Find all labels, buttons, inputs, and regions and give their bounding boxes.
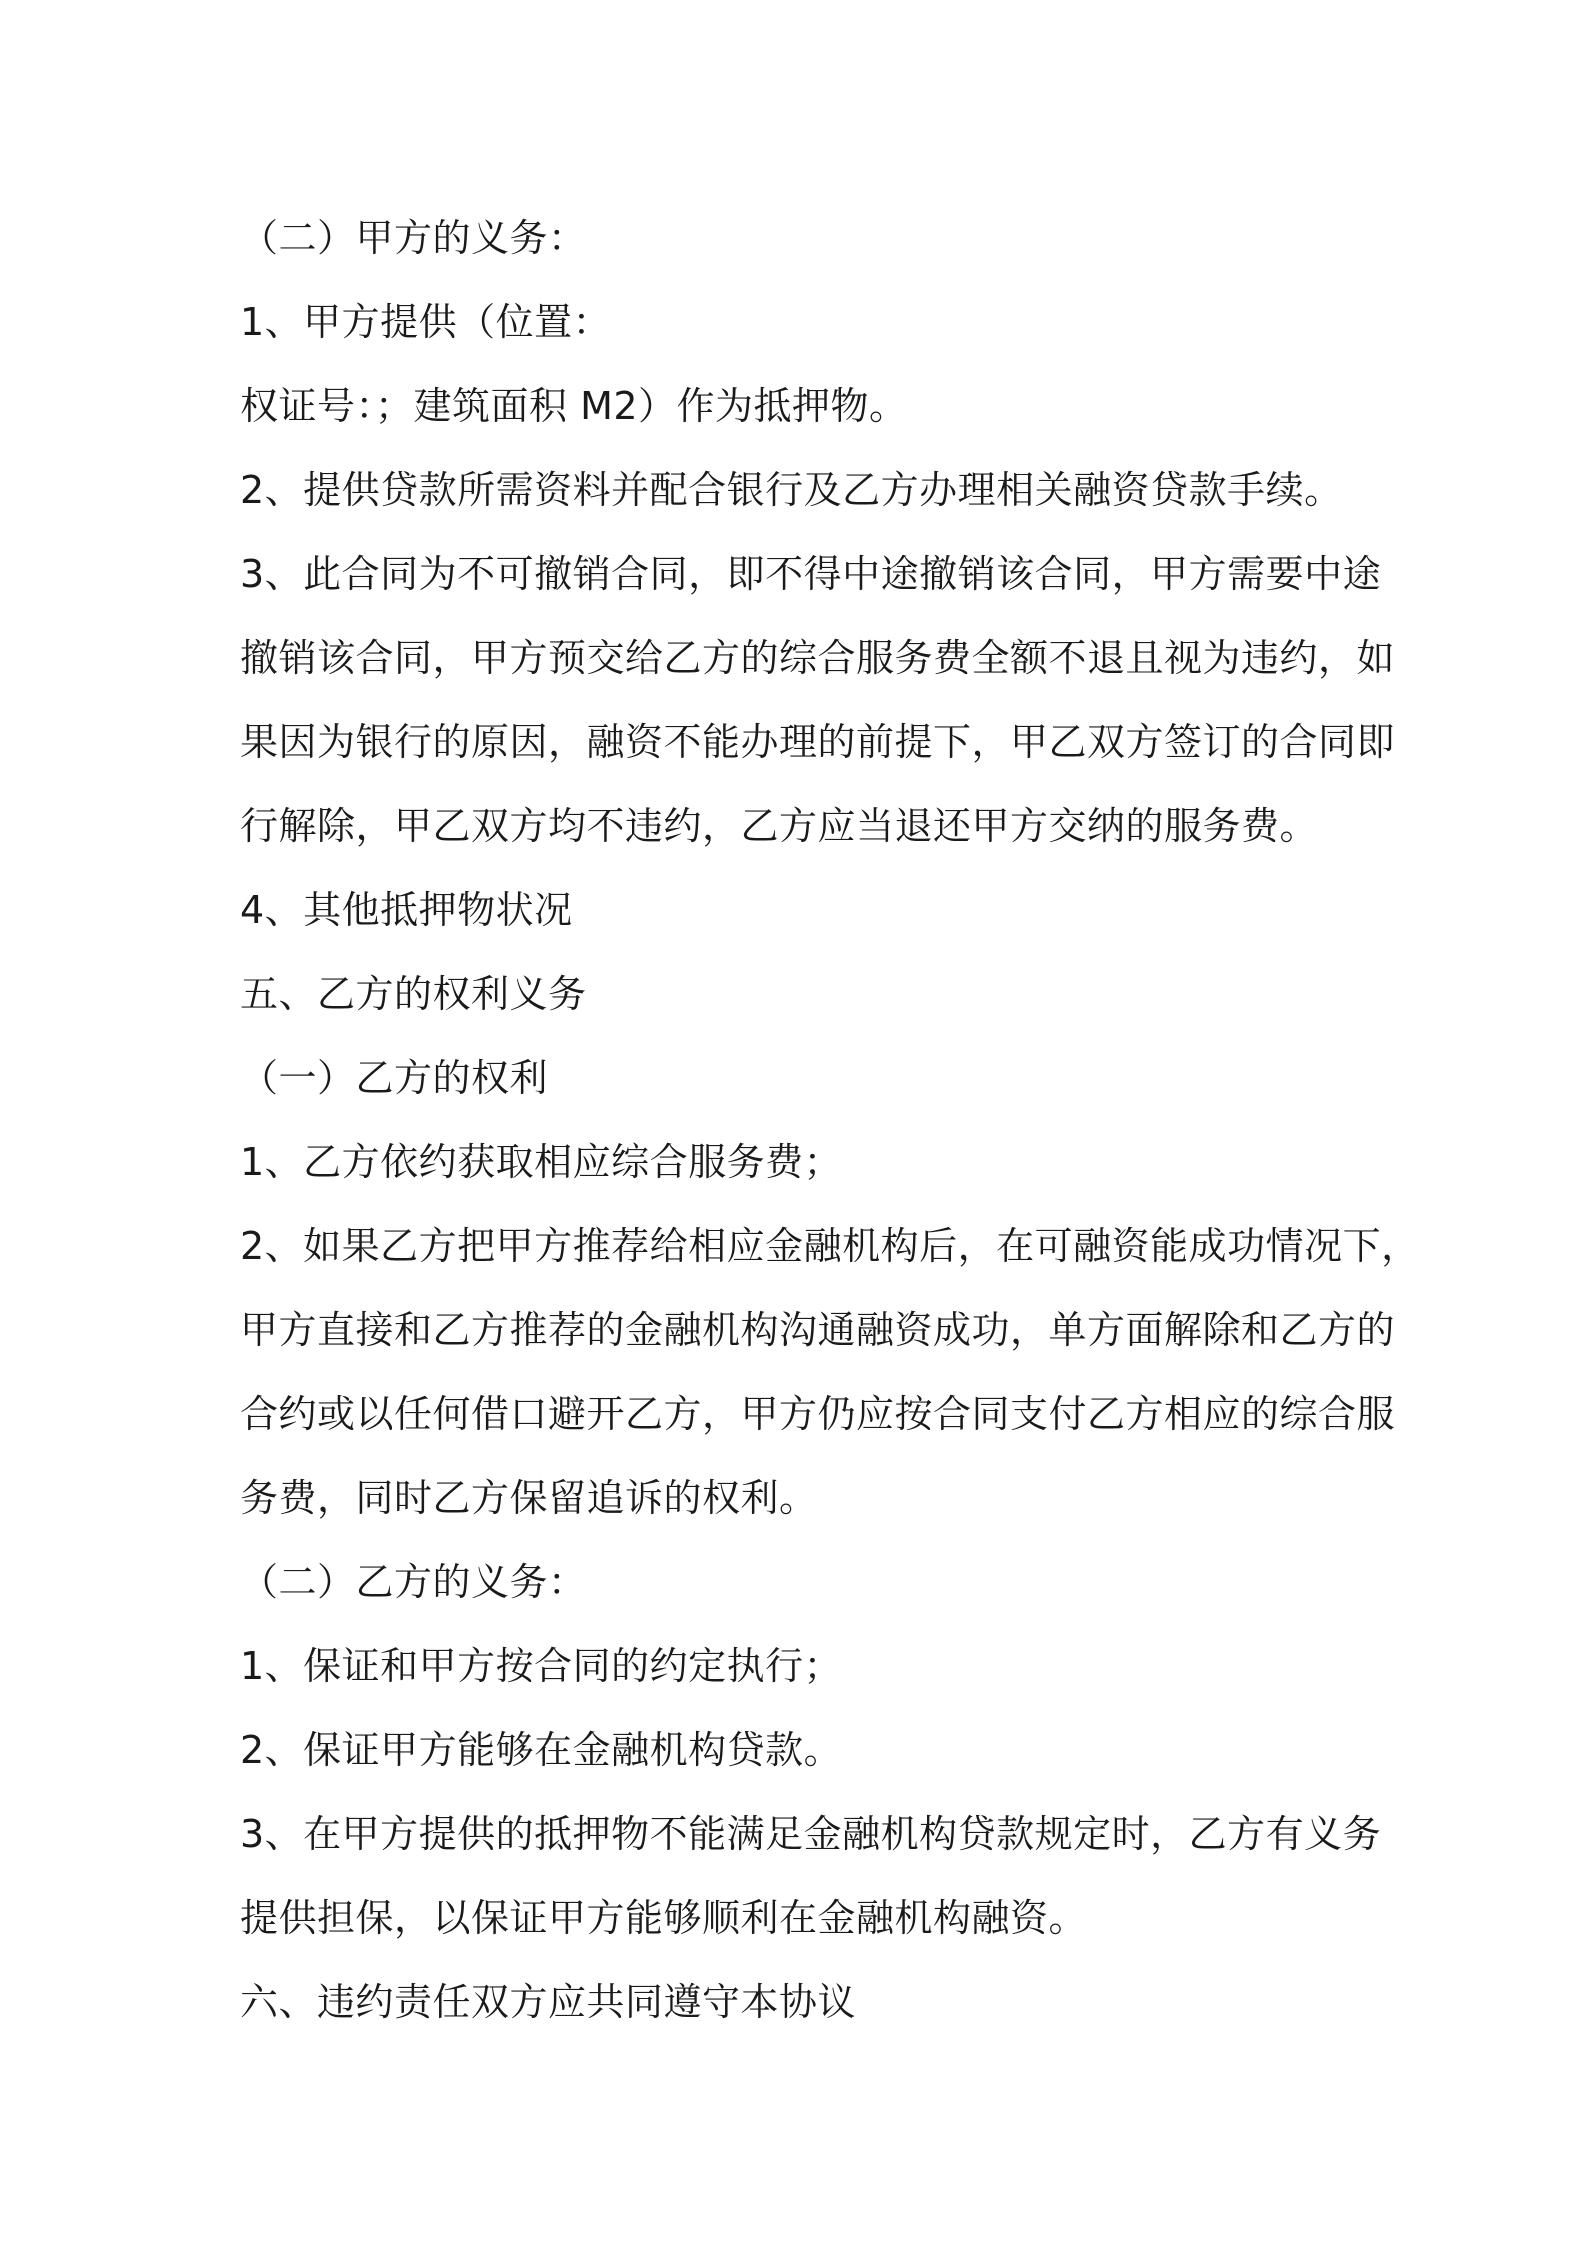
section-heading-party-a-obligations: （二）甲方的义务： — [240, 216, 587, 260]
section-heading-five: 五、乙方的权利义务 — [240, 972, 587, 1016]
clause-a-1-line-2: 权证号：；建筑面积 M2）作为抵押物。 — [240, 384, 908, 428]
clause-b-rights-2-line-1: 2、如果乙方把甲方推荐给相应金融机构后，在可融资能成功情况下， — [240, 1224, 1420, 1268]
clause-a-4: 4、其他抵押物状况 — [240, 888, 573, 932]
section-heading-party-b-rights: （一）乙方的权利 — [240, 1056, 549, 1100]
clause-b-obligations-1: 1、保证和甲方按合同的约定执行； — [240, 1644, 843, 1688]
document-body — [240, 196, 1420, 2044]
clause-b-rights-2-line-3: 合约或以任何借口避开乙方，甲方仍应按合同支付乙方相应的综合服 — [240, 1392, 1396, 1436]
clause-b-obligations-3-line-2: 提供担保，以保证甲方能够顺利在金融机构融资。 — [240, 1896, 1088, 1940]
clause-b-rights-2-line-4: 务费，同时乙方保留追诉的权利。 — [240, 1476, 818, 1520]
clause-a-1-line-1: 1、甲方提供（位置： — [240, 300, 612, 344]
clause-a-3-line-1: 3、此合同为不可撤销合同，即不得中途撤销该合同，甲方需要中途 — [240, 552, 1382, 596]
clause-b-obligations-3-line-1: 3、在甲方提供的抵押物不能满足金融机构贷款规定时，乙方有义务 — [240, 1812, 1382, 1856]
clause-a-3-line-2: 撤销该合同，甲方预交给乙方的综合服务费全额不退且视为违约，如 — [240, 636, 1396, 680]
clause-a-2: 2、提供贷款所需资料并配合银行及乙方办理相关融资贷款手续。 — [240, 468, 1343, 512]
section-heading-six: 六、违约责任双方应共同遵守本协议 — [240, 1980, 857, 2024]
clause-b-obligations-2: 2、保证甲方能够在金融机构贷款。 — [240, 1728, 843, 1772]
section-heading-party-b-obligations: （二）乙方的义务： — [240, 1560, 587, 1604]
clause-a-3-line-3: 果因为银行的原因，融资不能办理的前提下，甲乙双方签订的合同即 — [240, 720, 1396, 764]
clause-b-rights-2-line-2: 甲方直接和乙方推荐的金融机构沟通融资成功，单方面解除和乙方的 — [240, 1308, 1396, 1352]
clause-a-3-line-4: 行解除，甲乙双方均不违约，乙方应当退还甲方交纳的服务费。 — [240, 804, 1319, 848]
clause-b-rights-1: 1、乙方依约获取相应综合服务费； — [240, 1140, 843, 1184]
